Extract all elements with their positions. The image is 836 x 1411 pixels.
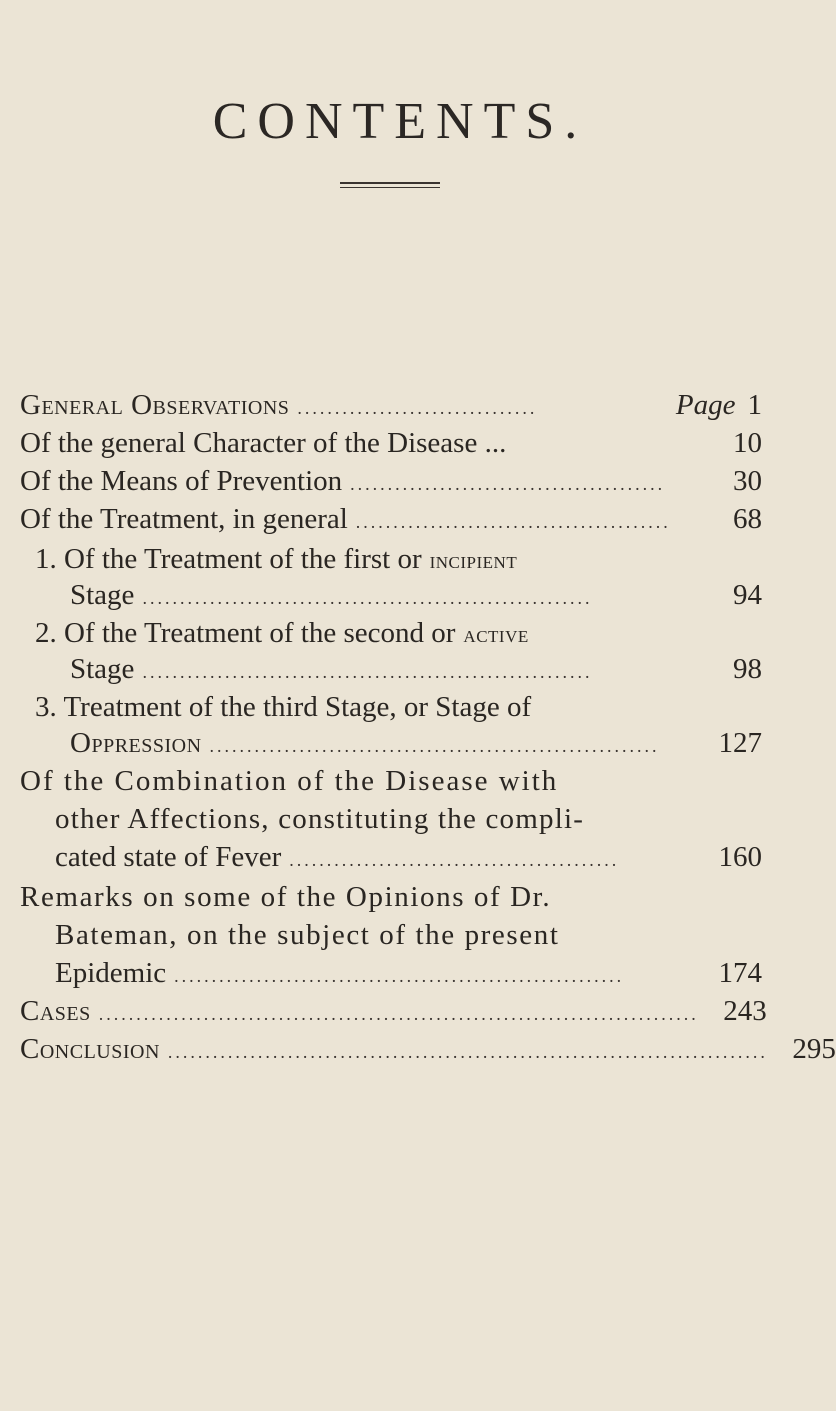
toc-entry-treatment-first-line1	[35, 540, 762, 580]
toc-page-number: 10	[733, 427, 762, 459]
toc-entry-title: Conclusion	[20, 1033, 160, 1065]
leader-dots: ............................................................	[142, 588, 593, 608]
toc-page-number: 1	[747, 389, 762, 421]
toc-page-number: 160	[718, 841, 762, 873]
toc-entry-title: cated state of Fever	[55, 841, 282, 873]
toc-entry-cases	[20, 992, 767, 1030]
toc-page-number: 68	[733, 503, 762, 535]
toc-page-number: 94	[733, 579, 762, 611]
toc-entry-title: General Observations	[20, 389, 290, 421]
title-divider	[340, 182, 440, 188]
leader-dots: ..........................................	[355, 512, 671, 532]
toc-entry-title: other Affections, constituting the compli-	[55, 803, 585, 835]
toc-page-number: 30	[733, 465, 762, 497]
page-label: Page	[675, 389, 736, 421]
toc-page-number: 127	[718, 727, 762, 759]
leader-dots: ............................................................	[209, 736, 660, 756]
toc-page-number: 174	[718, 957, 762, 989]
toc-entry-combination-line1	[20, 762, 762, 800]
toc-entry-title: 3. Treatment of the third Stage, or Stage of	[35, 691, 532, 723]
toc-entry-treatment-third-line2	[70, 724, 762, 762]
toc-entry-title: Stage	[70, 579, 135, 611]
toc-entry-title: Stage	[70, 653, 135, 685]
leader-dots: ............................................	[289, 850, 620, 870]
toc-entry-title: Of the Treatment, in general	[20, 503, 348, 535]
toc-entry-title: Remarks on some of the Opinions of Dr.	[20, 881, 552, 913]
toc-entry-remarks-line1	[20, 878, 762, 916]
toc-entry-title: Epidemic	[55, 957, 167, 989]
leader-dots: ................................	[297, 398, 538, 418]
toc-entry-smallcaps: active	[463, 622, 529, 648]
toc-entry-title: Bateman, on the subject of the present	[55, 919, 560, 951]
toc-entry-treatment-general	[20, 500, 762, 538]
toc-entry-title: 1. Of the Treatment of the first or	[35, 543, 422, 575]
toc-entry-title: Oppression	[70, 727, 202, 759]
leader-dots: ............................................................	[142, 662, 593, 682]
toc-entry-title: Of the Means of Prevention	[20, 465, 343, 497]
toc-entry-title: 2. Of the Treatment of the second or	[35, 617, 456, 649]
toc-page-number: 295	[792, 1033, 836, 1065]
toc-entry-remarks-line3	[55, 954, 762, 992]
toc-entry-treatment-second-line1	[35, 614, 762, 654]
toc-entry-smallcaps: incipient	[429, 548, 518, 574]
page-title: CONTENTS.	[212, 93, 588, 150]
toc-entry-conclusion	[20, 1030, 836, 1068]
toc-page-number: 243	[723, 995, 767, 1027]
toc-entry-title: Of the Combination of the Disease with	[20, 765, 559, 797]
toc-entry-combination-line2	[55, 800, 762, 838]
leader-dots: ................................................................................	[167, 1042, 768, 1062]
toc-entry-general-observations	[20, 386, 762, 424]
toc-entry-treatment-second-line2	[70, 650, 762, 688]
toc-entry-treatment-first-line2	[70, 576, 762, 614]
toc-entry-title: Cases	[20, 995, 91, 1027]
toc-page-number: 98	[733, 653, 762, 685]
toc-entry-treatment-third-line1	[35, 688, 762, 726]
leader-dots: ..........................................	[350, 474, 666, 494]
toc-entry-general-character	[20, 424, 762, 462]
toc-entry-combination-line3	[55, 838, 762, 876]
leader-dots: ................................................................................	[98, 1004, 699, 1024]
leader-dots: ............................................................	[174, 966, 625, 986]
toc-entry-title: Of the general Character of the Disease ...	[20, 427, 507, 459]
toc-entry-remarks-line2	[55, 916, 762, 954]
toc-entry-means-of-prevention	[20, 462, 762, 500]
